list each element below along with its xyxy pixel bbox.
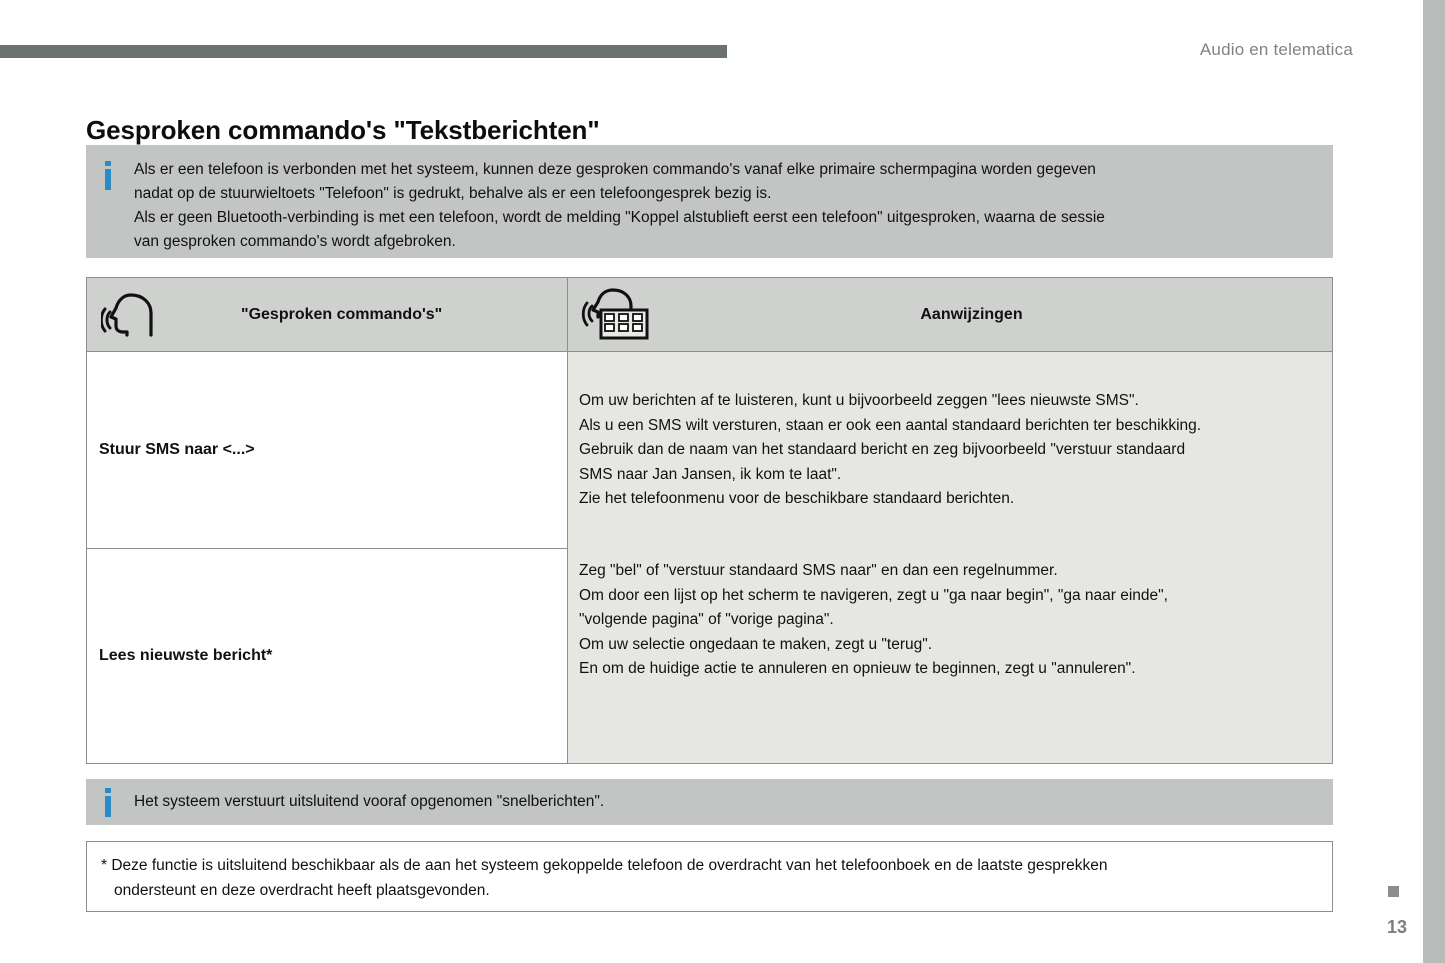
instruction-line: SMS naar Jan Jansen, ik kom te laat". [579,465,842,483]
page-edge-bar [1423,0,1445,963]
callout-line: Als er een telefoon is verbonden met het systeem, kunnen deze gesproken commando's vanaf elke primaire schermpagina worden gegeven [134,161,1096,178]
command-label: Stuur SMS naar <...> [99,441,255,458]
command-label: Lees nieuwste bericht* [99,647,273,664]
table-row [87,352,567,549]
table-header-commands [87,278,568,351]
table-row [568,352,1332,549]
callout-line: nadat op de stuurwieltoets "Telefoon" is gedrukt, behalve als er een telefoongesprek bezig is. [134,185,772,202]
table-body [87,352,1332,763]
info-callout-top-text [134,158,1105,254]
instruction-line: Zie het telefoonmenu voor de beschikbare standaard berichten. [579,490,1015,508]
footnote-box [86,841,1333,912]
header-rule [0,45,727,58]
speaking-head-icon [101,289,163,341]
voice-commands-table [86,277,1333,764]
instruction-line: En om de huidige actie te annuleren en opnieuw te beginnen, zegt u "annuleren". [579,660,1136,677]
page-number: 13 [1386,917,1407,937]
table-header-instructions-label: Aanwijzingen [920,305,1023,323]
instruction-line: Gebruik dan de naam van het standaard bericht en zeg bijvoorbeeld "verstuur standaard [579,441,1186,459]
info-callout-bottom [86,779,1333,825]
instruction-line: Om uw selectie ongedaan te maken, zegt u "terug". [579,635,933,653]
page-title: Gesproken commando's "Tekstberichten" [86,115,600,146]
table-row [568,549,1332,763]
table-header-instructions [568,278,1332,351]
table-column-instructions [568,352,1332,763]
callout-line: Als er geen Bluetooth-verbinding is met een telefoon, wordt de melding "Koppel alstublieft eerst een telefoon" uitgesproken, waarna de sessie [134,209,1105,226]
table-header-row [87,278,1332,352]
info-icon [100,788,116,817]
table-row [87,549,567,763]
callout-line: van gesproken commando's wordt afgebroken. [134,233,456,250]
footnote-line: * Deze functie is uitsluitend beschikbaar als de aan het systeem gekoppelde telefoon de overdracht van het telefoonboek en de laatste gesprekken [101,857,1108,874]
instruction-line: "volgende pagina" of "vorige pagina". [579,611,834,628]
table-header-commands-label: "Gesproken commando's" [241,305,443,323]
instruction-line: Om uw berichten af te luisteren, kunt u bijvoorbeeld zeggen "lees nieuwste SMS". [579,392,1139,410]
info-callout-top [86,145,1333,258]
speaking-head-screen-icon [579,286,655,344]
footnote-line: ondersteunt en deze overdracht heeft plaatsgevonden. [114,882,490,899]
table-column-commands [87,352,568,763]
info-icon [100,158,116,190]
page-marker-square [1388,886,1399,897]
instruction-line: Zeg "bel" of "verstuur standaard SMS naar" en dan een regelnummer. [579,562,1058,579]
instruction-line: Als u een SMS wilt versturen, staan er ook een aantal standaard berichten ter beschikking. [579,416,1202,434]
header-section-label: Audio en telematica [1199,40,1353,59]
info-callout-bottom-text: Het systeem verstuurt uitsluitend vooraf opgenomen "snelberichten". [134,793,605,810]
instruction-line: Om door een lijst op het scherm te navigeren, zegt u "ga naar begin", "ga naar einde", [579,586,1168,604]
